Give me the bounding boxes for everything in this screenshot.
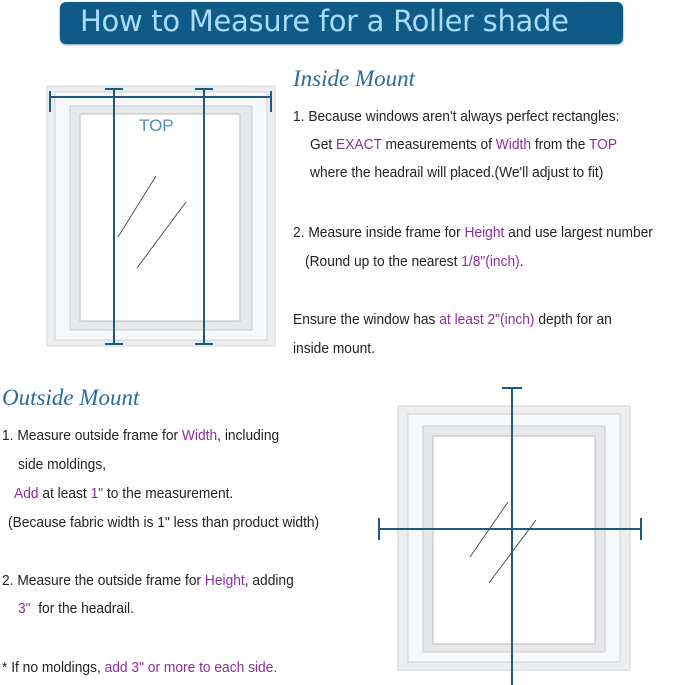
highlighted-text: 3" — [18, 601, 31, 617]
inside-instruction-line — [293, 225, 653, 241]
highlighted-text: Height — [464, 225, 505, 241]
highlighted-text: 1/8"(inch) — [461, 254, 520, 270]
outside-mount-heading: Outside Mount — [2, 385, 140, 410]
highlighted-text: Width — [181, 428, 218, 444]
inside-instruction-line — [293, 109, 620, 125]
instruction-text: inside mount. — [293, 341, 375, 357]
highlighted-text: Width — [495, 137, 532, 153]
instruction-text: , adding — [244, 573, 294, 589]
highlighted-text: TOP — [588, 137, 618, 153]
instruction-text: Ensure the window has — [293, 312, 440, 328]
instruction-text: where the headrail will placed.(We'll adjust to fit) — [310, 165, 604, 181]
instruction-text: Get — [310, 137, 337, 153]
highlighted-text: EXACT — [336, 137, 382, 153]
instruction-text: , including — [217, 428, 280, 444]
highlighted-text: 1" — [90, 486, 104, 502]
highlighted-text: add 3" or more to each side. — [104, 660, 278, 676]
highlighted-text: Add — [14, 486, 39, 502]
instruction-text: 2. Measure the outside frame for — [2, 573, 205, 589]
outside-instruction-line — [18, 601, 134, 617]
instruction-text: . — [519, 254, 524, 270]
instruction-text: to the measurement. — [103, 486, 234, 502]
outside-instruction-line — [2, 573, 294, 589]
inside-instruction-line — [310, 165, 603, 181]
instruction-text: 1. Measure outside frame for — [2, 428, 182, 444]
instruction-text: from the — [531, 137, 589, 153]
outside-instruction-line — [14, 486, 233, 502]
inside-instruction-line — [293, 341, 375, 357]
inside-instruction-line — [305, 254, 524, 270]
highlighted-text: Height — [204, 573, 245, 589]
page-title: How to Measure for a Roller shade — [80, 4, 569, 38]
instruction-text: for the headrail. — [30, 601, 134, 617]
instruction-text: (Because fabric width is 1" less than product width) — [8, 515, 320, 531]
inside-instruction-line — [310, 137, 617, 153]
instruction-text: (Round up to the nearest — [305, 254, 462, 270]
top-label: TOP — [139, 116, 174, 135]
instruction-text: side moldings, — [18, 457, 107, 473]
highlighted-text: at least 2"(inch) — [439, 312, 535, 328]
instruction-text: * If no moldings, — [2, 660, 105, 676]
outside-mount-window-diagram — [379, 388, 641, 685]
instruction-text: 1. Because windows aren't always perfect rectangles: — [293, 109, 620, 125]
outside-instruction-line — [8, 515, 319, 531]
outside-instruction-line — [2, 428, 279, 444]
instruction-text: 2. Measure inside frame for — [293, 225, 465, 241]
instruction-text: at least — [38, 486, 91, 502]
instruction-text: measurements of — [381, 137, 496, 153]
inside-instruction-line — [293, 312, 612, 328]
outside-instruction-line — [2, 660, 277, 676]
outside-instruction-line — [18, 457, 106, 473]
instruction-text: depth for an — [534, 312, 612, 328]
inside-mount-heading: Inside Mount — [293, 66, 416, 91]
instruction-text: and use largest number — [504, 225, 653, 241]
inside-mount-window-diagram — [47, 86, 275, 346]
